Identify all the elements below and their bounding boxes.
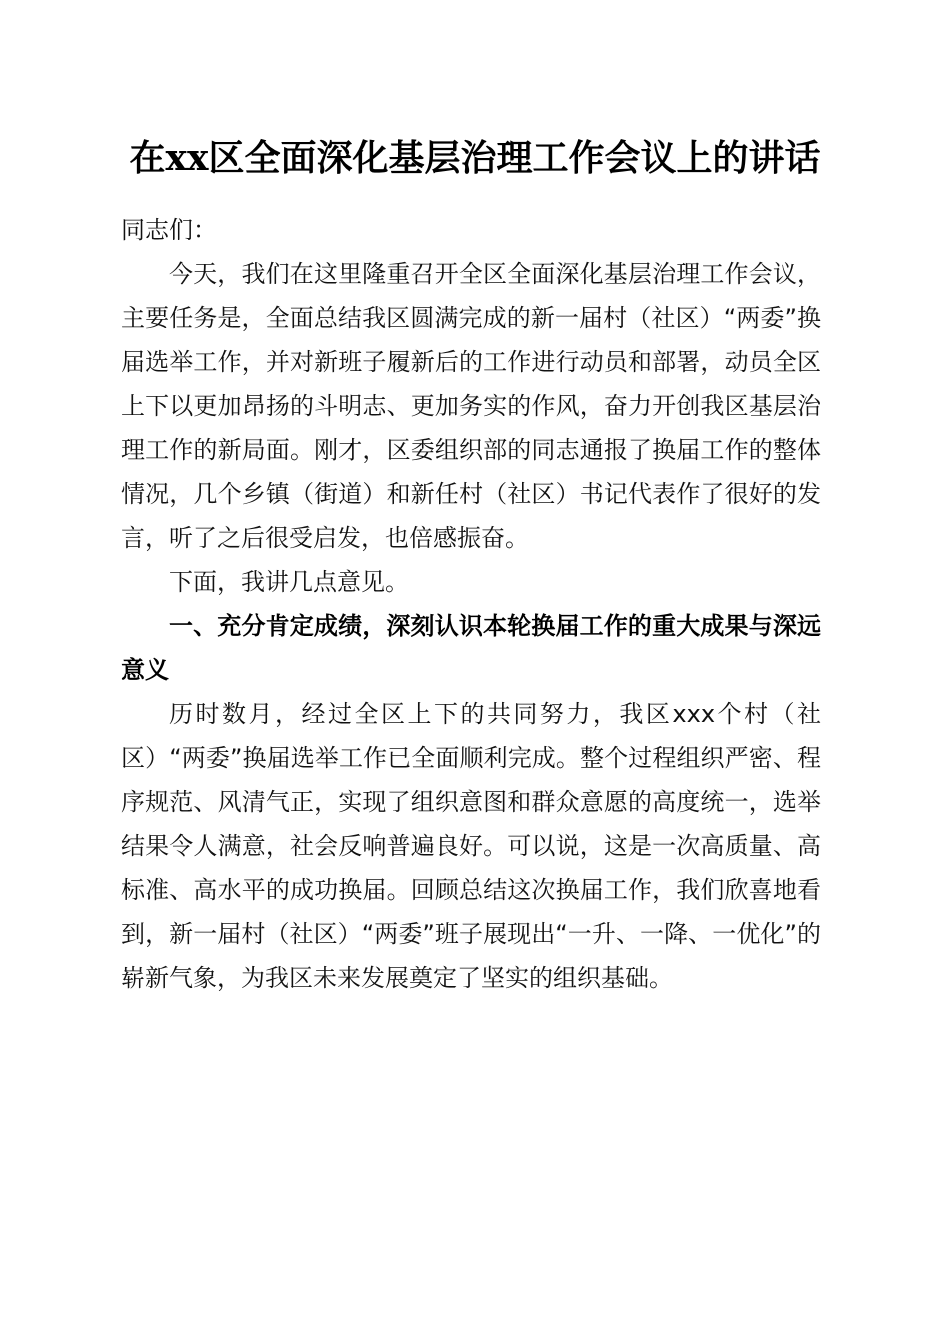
paragraph-transition: 下面，我讲几点意见。 — [169, 568, 409, 596]
paragraph-opening: 今天，我们在这里隆重召开全区全面深化基层治理工作会议，主要任务是，全面总结我区圆满完成的新一届村（社区）“两委”换届选举工作，并对新班子履新后的工作进行动员和部署，动员全区上下以更加昂扬的斗明志、更加务实的作风，奋力开创我区基层治理工作的新局面。刚才，区委组织部的同志通报了换届工作的整体情况，几个乡镇（街道）和新任村（社区）书记代表作了很好的发言，听了之后很受启发，也倍感振奋。 — [121, 260, 821, 552]
salutation: 同志们： — [121, 216, 217, 244]
section-heading-1: 一、充分肯定成绩，深刻认识本轮换届工作的重大成果与深远意义 — [121, 612, 821, 684]
document-title: 在xx区全面深化基层治理工作会议上的讲话 — [129, 137, 821, 179]
document-body — [121, 208, 821, 1000]
paragraph-section-1: 历时数月，经过全区上下的共同努力，我区xxx个村（社区）“两委”换届选举工作已全面顺利完成。整个过程组织严密、程序规范、风清气正，实现了组织意图和群众意愿的高度统一，选举结果令人满意，社会反响普遍良好。可以说，这是一次高质量、高标准、高水平的成功换届。回顾总结这次换届工作，我们欣喜地看到，新一届村（社区）“两委”班子展现出“一升、一降、一优化”的崭新气象，为我区未来发展奠定了坚实的组织基础。 — [121, 700, 821, 992]
